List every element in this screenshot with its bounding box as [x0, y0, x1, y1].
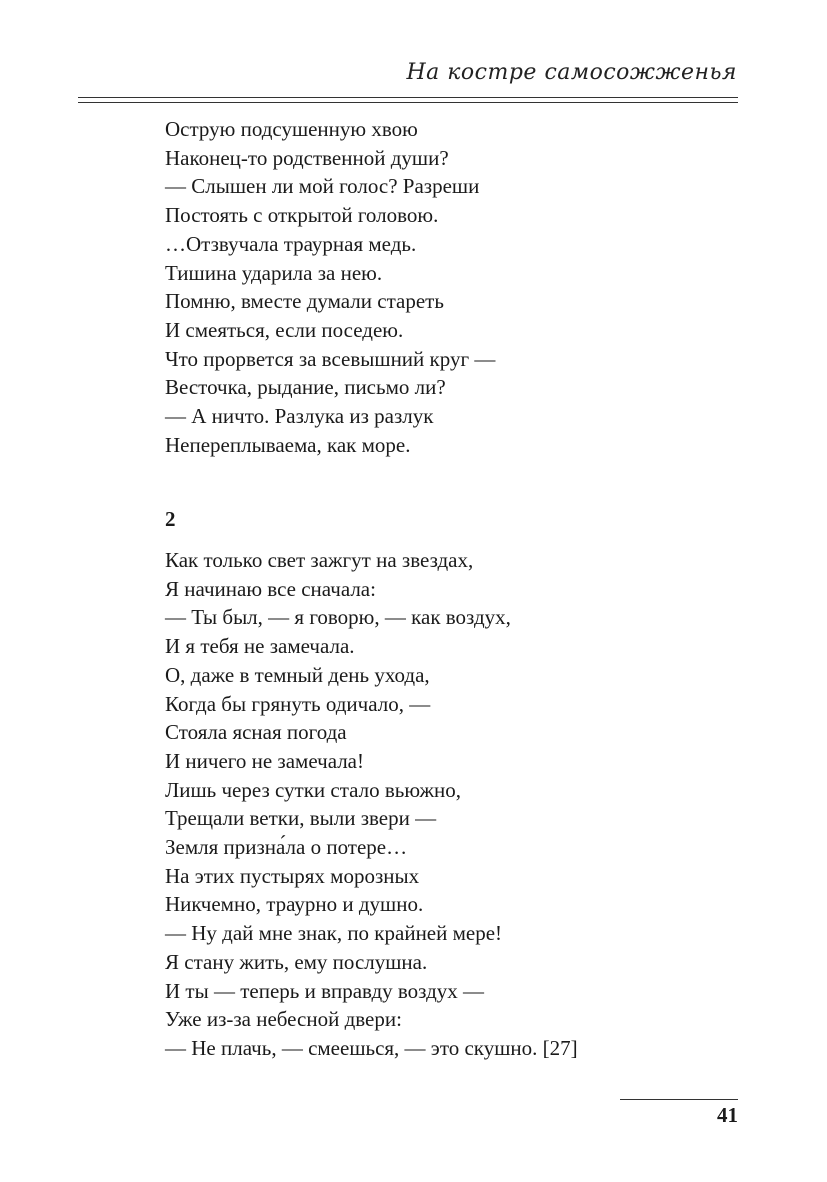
- poem-line: Как только свет зажгут на звездах,: [165, 548, 474, 572]
- poem-line: Непереплываема, как море.: [165, 432, 411, 457]
- header-rule-bottom: [78, 102, 738, 103]
- poem-line: — Не плачь, — смеешься, — это скушно. [27]: [165, 1035, 578, 1060]
- poem-line: Наконец-то родственной души?: [165, 145, 449, 170]
- poem-line: Никчемно, траурно и душно.: [165, 892, 424, 917]
- poem-line: И я тебя не замечала.: [165, 634, 355, 659]
- poem-line: Я стану жить, ему послушна.: [165, 949, 428, 974]
- poem-line: …Отзвучала траурная медь.: [165, 231, 417, 256]
- page-number: 41: [717, 1103, 738, 1127]
- poem-line: Постоять с открытой головою.: [165, 203, 439, 228]
- poem-stanza-1: [165, 115, 495, 459]
- poem-line: Трещали ветки, выли звери —: [165, 806, 437, 831]
- section-number: 2: [165, 507, 176, 531]
- poem-line: — А ничто. Разлука из разлук: [165, 404, 434, 429]
- poem-line: Лишь через сутки стало вьюжно,: [165, 777, 462, 802]
- poem-line: Помню, вместе думали стареть: [165, 289, 444, 314]
- poem-line: Я начинаю все сначала:: [165, 576, 376, 601]
- poem-line: Стояла ясная погода: [165, 720, 347, 745]
- poem-line: Уже из-за небесной двери:: [165, 1007, 402, 1032]
- poem-line: Что прорвется за всевышний круг —: [165, 346, 496, 371]
- poem-line: — Слышен ли мой голос? Разреши: [165, 174, 480, 199]
- header-rule-top: [78, 97, 738, 98]
- poem-line: — Ты был, — я говорю, — как воздух,: [165, 605, 511, 630]
- running-head: На костре самосожженья: [406, 60, 737, 85]
- poem-line: О, даже в темный день ухода,: [165, 662, 430, 687]
- poem-line: Когда бы грянуть одичало, —: [165, 691, 431, 716]
- poem-line: Острую подсушенную хвою: [165, 117, 418, 141]
- poem-line: Земля призна́ла о потере…: [165, 835, 408, 860]
- footer-rule: [620, 1099, 738, 1100]
- poem-line: На этих пустырях морозных: [165, 863, 420, 888]
- poem-line: — Ну дай мне знак, по крайней мере!: [165, 921, 503, 946]
- poem-line: Весточка, рыдание, письмо ли?: [165, 375, 446, 400]
- poem-stanza-2: [165, 546, 578, 1063]
- poem-line: И ничего не замечала!: [165, 748, 364, 773]
- poem-line: И ты — теперь и вправду воздух —: [165, 978, 484, 1003]
- poem-line: Тишина ударила за нею.: [165, 260, 383, 285]
- poem-line: И смеяться, если поседею.: [165, 317, 404, 342]
